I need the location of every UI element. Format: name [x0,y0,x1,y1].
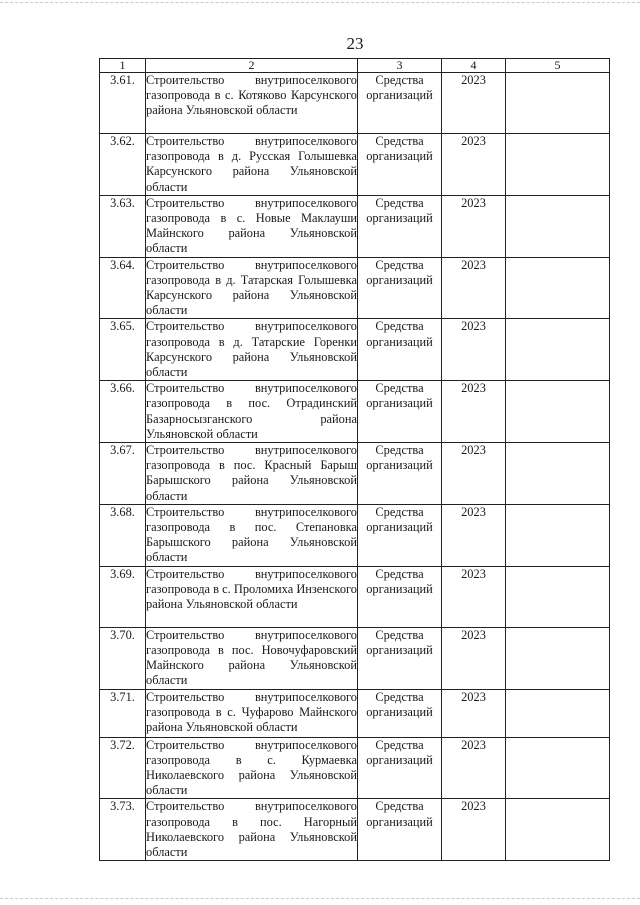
row-description: Строительство внутрипоселкового газопровода в с. Чуфарово Майнского района Ульяновской области [146,689,358,737]
row-year: 2023 [442,319,506,381]
row-description: Строительство внутрипоселкового газопровода в пос. Нагорный Николаевского района Ульяновской области [146,799,357,859]
row-funding-source: Средства организаций [358,381,442,443]
row-year: 2023 [442,257,506,319]
row-note [506,566,610,627]
row-number: 3.73. [100,799,146,861]
page-number: 23 [346,34,364,53]
row-note [506,257,610,319]
table-row [100,689,610,737]
row-funding-source: Средства организаций [358,257,442,319]
table-row [100,195,610,257]
row-description: Строительство внутрипоселкового газопровода в с. Курмаевка Николаевского района Ульяновской области [146,737,357,798]
row-description: Строительство внутрипоселкового газопровода в д. Татарские Горенки Карсунского района Ульяновской области [146,319,357,380]
row-funding-source: Средства организаций [358,73,442,134]
row-description: Строительство внутрипоселкового газопровода в пос. Отрадинский Базарносызганского района Ульяновской области [146,381,357,441]
header-col-3: 3 [358,59,442,73]
row-funding-source: Средства организаций [358,799,442,861]
row-description: Строительство внутрипоселкового газопровода в пос. Красный Барыш Барышского района Ульяновской области [146,443,357,503]
row-number: 3.63. [100,195,146,257]
table-body [100,73,610,861]
scan-edge-top [0,2,640,3]
row-number: 3.71. [100,689,146,737]
row-year: 2023 [442,443,506,505]
row-number: 3.64. [100,257,146,319]
row-year: 2023 [442,504,506,566]
header-col-5: 5 [506,59,610,73]
row-note [506,195,610,257]
table-row [100,381,610,443]
table-header-row [100,59,610,73]
row-number: 3.62. [100,134,146,196]
table-row [100,257,610,319]
row-note [506,799,610,861]
row-year: 2023 [442,134,506,196]
row-note [506,689,610,737]
row-note [506,319,610,381]
row-funding-source: Средства организаций [358,504,442,566]
row-funding-source: Средства организаций [358,566,442,627]
row-description: Строительство внутрипоселкового газопровода в пос. Новочуфаровский Майнского района Ульяновской области [146,627,357,688]
table-row [100,504,610,566]
row-funding-source: Средства организаций [358,443,442,505]
row-funding-source: Средства организаций [358,134,442,196]
row-note [506,134,610,196]
row-description: Строительство внутрипоселкового газопровода в д. Татарская Голышевка Карсунского района Ульяновской области [146,257,357,318]
row-note [506,73,610,134]
header-col-2: 2 [146,59,358,73]
row-description: Строительство внутрипоселкового газопровода в пос. Степановка Барышского района Ульяновской области [146,504,357,565]
row-number: 3.69. [100,566,146,627]
row-year: 2023 [442,195,506,257]
row-year: 2023 [442,566,506,627]
row-description: Строительство внутрипоселкового газопровода в д. Русская Голышевка Карсунского района Ульяновской области [146,134,357,194]
works-table [99,58,610,861]
table-row [100,319,610,381]
row-year: 2023 [442,381,506,443]
row-note [506,381,610,443]
row-note [506,504,610,566]
header-col-4: 4 [442,59,506,73]
row-number: 3.70. [100,627,146,689]
scan-edge-bottom [0,898,640,899]
row-number: 3.72. [100,737,146,799]
row-year: 2023 [442,799,506,861]
row-funding-source: Средства организаций [358,689,442,737]
table-row [100,627,610,689]
row-funding-source: Средства организаций [358,737,442,799]
row-funding-source: Средства организаций [358,319,442,381]
row-number: 3.67. [100,443,146,505]
row-description: Строительство внутрипоселкового газопровода в с. Проломиха Инзенского района Ульяновской области [146,566,358,627]
header-col-1: 1 [100,59,146,73]
row-description: Строительство внутрипоселкового газопровода в с. Котяково Карсунского района Ульяновской области [146,73,358,134]
row-year: 2023 [442,689,506,737]
table-row [100,799,610,861]
row-number: 3.68. [100,504,146,566]
row-funding-source: Средства организаций [358,627,442,689]
row-year: 2023 [442,737,506,799]
table-row [100,443,610,505]
row-funding-source: Средства организаций [358,195,442,257]
table-row [100,134,610,196]
row-number: 3.61. [100,73,146,134]
row-description: Строительство внутрипоселкового газопровода в с. Новые Маклауши Майнского района Ульяновской области [146,195,357,256]
row-year: 2023 [442,627,506,689]
row-number: 3.66. [100,381,146,443]
table-row [100,737,610,799]
row-note [506,737,610,799]
table-row [100,566,610,627]
row-number: 3.65. [100,319,146,381]
table-row [100,73,610,134]
row-note [506,443,610,505]
row-note [506,627,610,689]
row-year: 2023 [442,73,506,134]
